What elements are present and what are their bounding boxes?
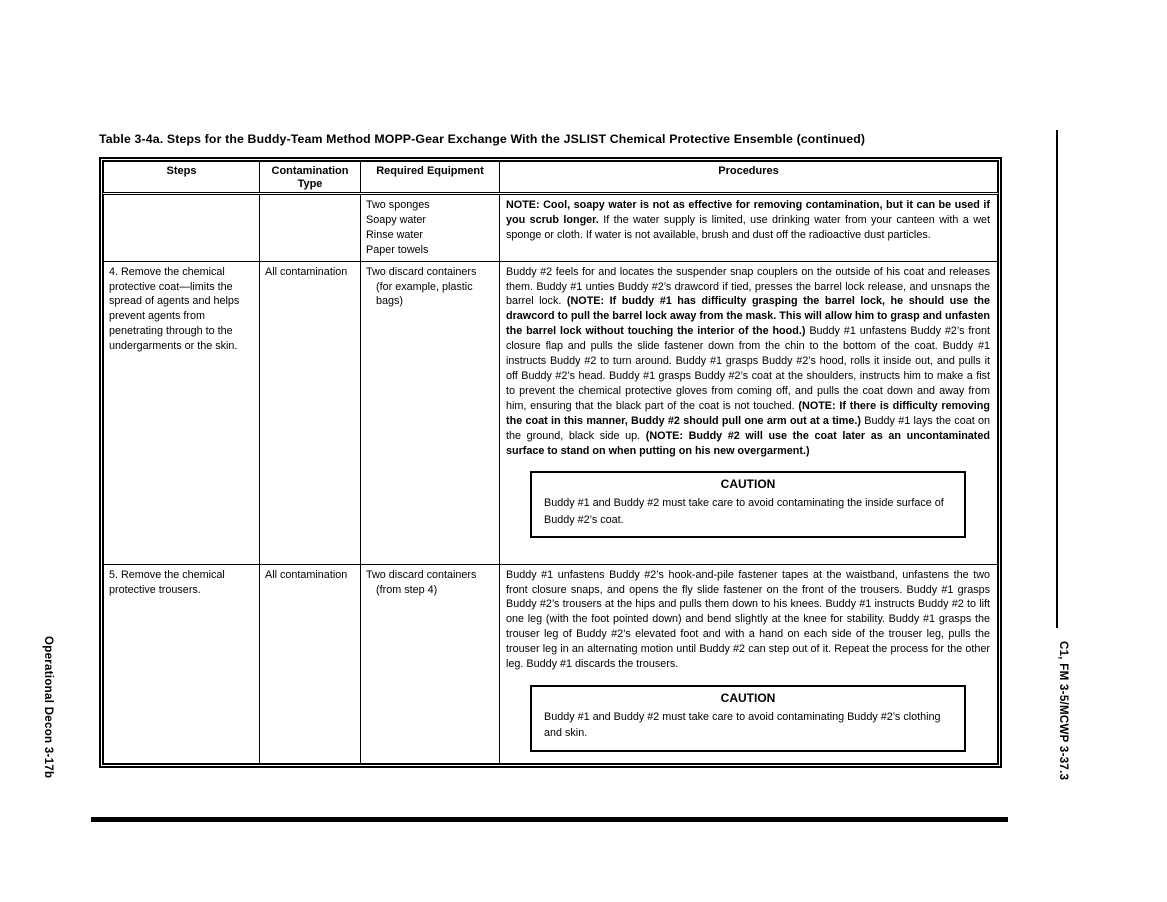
contamination-cell: All contamination [260, 564, 361, 763]
equipment-line: Two sponges [366, 199, 430, 211]
col-header-contamination-type: Contamination Type [260, 162, 361, 194]
equipment-cell [361, 261, 500, 564]
manual-number-rotated: C1, FM 3-5/MCWP 3-37.3 [1057, 641, 1069, 781]
equipment-line: Two discard containers (from step 4) [366, 568, 477, 596]
caution-title: CAUTION [720, 690, 776, 705]
procedure-paragraph: Buddy #1 unfastens Buddy #2’s hook-and-pile fastener tapes at the waistband, unfastens the two front closure snaps, and opens the fly slide fastener on the front of the trousers. Buddy #1 grasps Buddy #2’s trousers at the hips and pulls them down to his knees. Buddy #1 instructs Buddy #2 to lift one leg (with the foot pointed down) and bend slightly at the knee for stability. Buddy #1 grasps the trouser leg of Buddy #2’s elevated foot and with a hand on each side of the trouser leg, pulls the trouser leg in an alternating motion until Buddy #2 can step out of it. Repeat the process for the other leg. Buddy #1 discards the trousers. [506, 568, 990, 671]
equipment-line: Two discard containers (for example, plastic bags) [366, 265, 477, 308]
header-row [104, 162, 998, 194]
col-header-required-equipment: Required Equipment [361, 162, 500, 194]
equipment-line: Soapy water [366, 213, 427, 226]
equipment-line: Paper towels [366, 243, 429, 256]
caution-box [530, 471, 966, 538]
table-inner-border [102, 160, 999, 765]
equipment-cell [361, 194, 500, 262]
table-row [104, 261, 998, 564]
contamination-cell: All contamination [260, 261, 361, 564]
procedures-cell [500, 261, 998, 564]
caution-body: Buddy #1 and Buddy #2 must take care to avoid contaminating Buddy #2’s clothing and skin. [544, 710, 941, 740]
procedures-cell [500, 564, 998, 763]
table-border [99, 157, 1002, 768]
caution-title: CAUTION [720, 477, 776, 492]
mopp-gear-exchange-table [103, 161, 998, 764]
procedure-paragraph: NOTE: Cool, soapy water is not as effective for removing contamination, but it can be used if you scrub longer. If the water supply is limited, use drinking water from your canteen with a wet sponge or cloth. If water is not available, brush and dust off the radioactive dust particles. [506, 199, 990, 241]
contamination-cell [260, 194, 361, 262]
caution-box [530, 685, 966, 752]
caution-body: Buddy #1 and Buddy #2 must take care to avoid contaminating the inside surface of Buddy #2’s coat. [544, 497, 944, 526]
table-row [104, 194, 998, 262]
table-title: Table 3-4a. Steps for the Buddy-Team Method MOPP-Gear Exchange With the JSLIST Chemical Protective Ensemble (continued) [99, 132, 866, 146]
procedures-cell [500, 194, 998, 262]
col-header-procedures: Procedures [500, 162, 998, 194]
equipment-cell [361, 564, 500, 763]
bottom-rule [91, 817, 1008, 822]
change-bar [1056, 130, 1058, 628]
footer-page-label-rotated: Operational Decon 3-17b [42, 636, 54, 779]
steps-cell: 5. Remove the chemical protective trousers. [104, 564, 260, 763]
steps-cell: 4. Remove the chemical protective coat—limits the spread of agents and helps prevent agents from penetrating through to the undergarments or the skin. [104, 261, 260, 564]
equipment-line: Rinse water [366, 228, 424, 241]
table-row [104, 564, 998, 763]
steps-cell [104, 194, 260, 262]
col-header-steps: Steps [104, 162, 260, 194]
procedure-paragraph: Buddy #2 feels for and locates the suspender snap couplers on the outside of his coat and releases them. Buddy #1 unties Buddy #2’s drawcord if tied, presses the barrel lock release, and unsnaps the barrel lock. (NOTE: If buddy #1 has difficulty grasping the barrel lock, he should use the drawcord to pull the barrel lock away from the mask. This will allow him to grasp and unfasten the barrel lock without touching the interior of the hood.) Buddy #1 unfastens Buddy #2’s front closure flap and pulls the slide fastener down from the chin to the bottom of the coat. Buddy #1 instructs Buddy #2 to turn around. Buddy #1 grasps Buddy #2’s hood, rolls it inside out, and pulls it off Buddy #2’s head. Buddy #1 grasps Buddy #2’s coat at the shoulders, instructs him to make a fist to prevent the chemical protective gloves from coming off, and pulls the coat down and away from him, ensuring that the black part of the coat is not touched. (NOTE: If there is difficulty removing the coat in this manner, Buddy #2 should pull one arm out at a time.) Buddy #1 lays the coat on the ground, black side up. (NOTE: Buddy #2 will use the coat later as an uncontaminated surface to stand on when putting on his new overgarment.) [506, 265, 991, 457]
